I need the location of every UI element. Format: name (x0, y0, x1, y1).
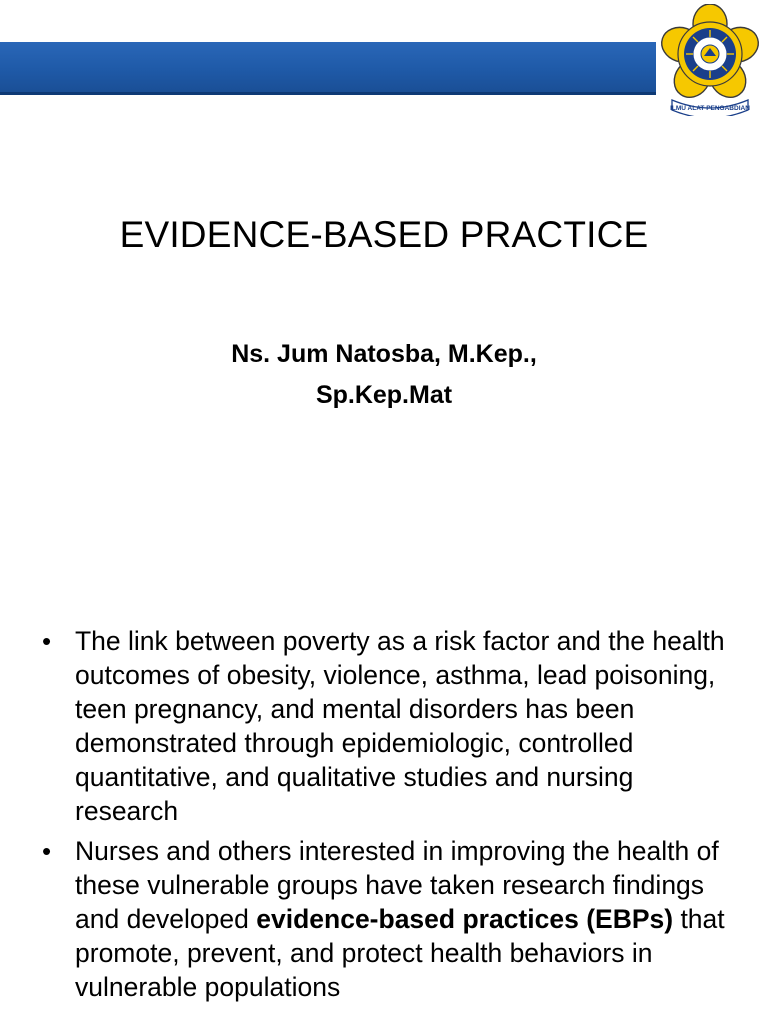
bullet-item (40, 624, 730, 828)
svg-text:ILMU ALAT PENGABDIAN: ILMU ALAT PENGABDIAN (670, 105, 750, 112)
bullet-item (40, 834, 730, 1004)
author-name (0, 334, 768, 416)
bullet-text-before: Nurses and others interested in improving the health of these vulnerable groups have taken research findings and developed (75, 836, 719, 934)
author-line-2: Sp.Kep.Mat (315, 381, 453, 409)
university-seal-icon (656, 4, 764, 116)
bullet-text-bold: evidence-based practices (EBPs) (256, 904, 674, 934)
header-bar (0, 42, 656, 92)
bullet-dot-icon: • (42, 626, 52, 656)
bullet-text: The link between poverty as a risk factor and the health outcomes of obesity, violence, asthma, lead poisoning, teen pregnancy, and mental disorders has been demonstrated through epidemiologic, controlled quantitative, and qualitative studies and nursing research (75, 626, 725, 826)
bullet-list (40, 624, 730, 1010)
bullet-dot-icon: • (42, 836, 52, 866)
author-line-1: Ns. Jum Natosba, M.Kep., (231, 340, 537, 368)
slide-title: EVIDENCE-BASED PRACTICE (119, 214, 649, 255)
bullet-text-after: that promote, prevent, and protect health behaviors in vulnerable populations (75, 904, 725, 1002)
